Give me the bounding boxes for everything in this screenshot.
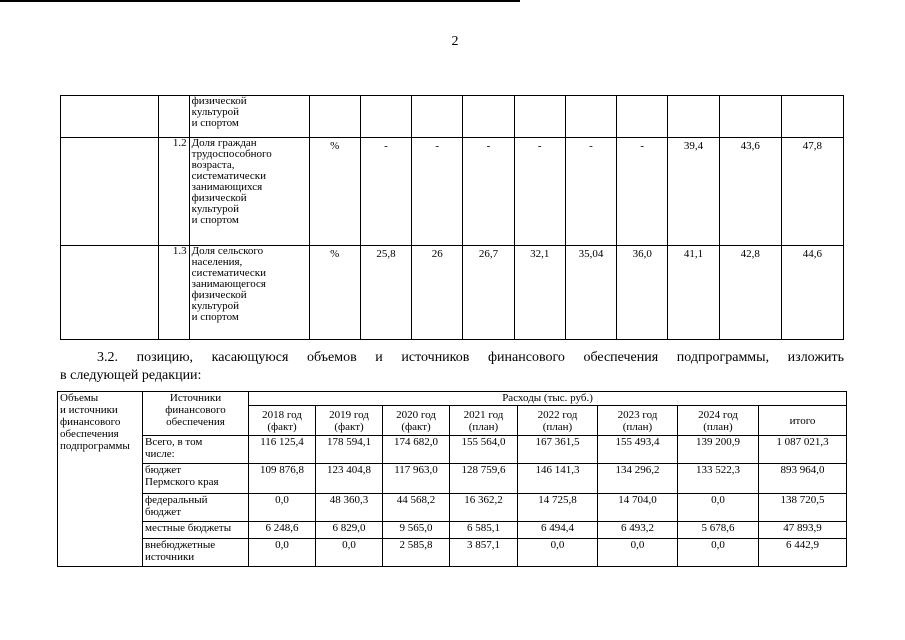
financing-value: 167 361,5 bbox=[518, 436, 598, 464]
indicator-value: 47,8 bbox=[781, 138, 843, 246]
indicator-value: - bbox=[412, 138, 463, 246]
indicator-value: 41,1 bbox=[668, 246, 719, 340]
financing-row bbox=[58, 436, 847, 464]
indicator-value: - bbox=[360, 138, 411, 246]
indicator-value bbox=[412, 96, 463, 138]
financing-value: 0,0 bbox=[518, 539, 598, 567]
paragraph-line-1: 3.2. позицию, касающуюся объемов и источников финансового обеспечения подпрограммы, изложить bbox=[97, 350, 844, 365]
indicator-value: - bbox=[617, 138, 668, 246]
top-border-line bbox=[0, 0, 520, 2]
paragraph-line-2: в следующей редакции: bbox=[60, 368, 202, 383]
indicator-value: - bbox=[463, 138, 514, 246]
indicator-name: Доля сельского населения, систематически занимающегося физической культурой и спортом bbox=[189, 246, 309, 340]
financing-value: 14 725,8 bbox=[518, 494, 598, 522]
financing-value: 6 494,4 bbox=[518, 522, 598, 539]
indicator-value: 39,4 bbox=[668, 138, 719, 246]
financing-value: 6 442,9 bbox=[759, 539, 847, 567]
financing-value: 47 893,9 bbox=[759, 522, 847, 539]
source-name: местные бюджеты bbox=[143, 522, 249, 539]
year-header: итого bbox=[759, 406, 847, 436]
indicator-unit: % bbox=[309, 138, 360, 246]
indicator-value bbox=[617, 96, 668, 138]
financing-value: 123 404,8 bbox=[316, 464, 383, 494]
year-header: 2024 год (план) bbox=[678, 406, 759, 436]
financing-value: 6 585,1 bbox=[450, 522, 518, 539]
indicator-value bbox=[565, 96, 616, 138]
indicator-row bbox=[61, 96, 844, 138]
financing-value: 155 493,4 bbox=[598, 436, 678, 464]
indicator-value: 43,6 bbox=[719, 138, 781, 246]
indicator-value bbox=[668, 96, 719, 138]
financing-value: 0,0 bbox=[316, 539, 383, 567]
financing-value: 0,0 bbox=[678, 494, 759, 522]
sources-header: Источники финансового обеспечения bbox=[143, 392, 249, 436]
indicator-value bbox=[719, 96, 781, 138]
financing-value: 16 362,2 bbox=[450, 494, 518, 522]
header-row bbox=[58, 392, 847, 406]
financing-value: 178 594,1 bbox=[316, 436, 383, 464]
financing-value: 44 568,2 bbox=[383, 494, 450, 522]
indicator-row bbox=[61, 246, 844, 340]
financing-value: 3 857,1 bbox=[450, 539, 518, 567]
source-name: Всего, в том числе: bbox=[143, 436, 249, 464]
indicators-table bbox=[60, 95, 844, 340]
financing-value: 2 585,8 bbox=[383, 539, 450, 567]
indicator-name: Доля граждан трудоспособного возраста, систематически занимающихся физической культурой и спортом bbox=[189, 138, 309, 246]
indicator-value: 25,8 bbox=[360, 246, 411, 340]
year-header: 2020 год (факт) bbox=[383, 406, 450, 436]
indicator-value: 44,6 bbox=[781, 246, 843, 340]
financing-value: 138 720,5 bbox=[759, 494, 847, 522]
indicator-value: 26 bbox=[412, 246, 463, 340]
financing-table bbox=[57, 391, 847, 567]
source-name: федеральный бюджет bbox=[143, 494, 249, 522]
financing-value: 139 200,9 bbox=[678, 436, 759, 464]
year-header: 2018 год (факт) bbox=[249, 406, 316, 436]
financing-value: 48 360,3 bbox=[316, 494, 383, 522]
financing-value: 134 296,2 bbox=[598, 464, 678, 494]
financing-value: 6 493,2 bbox=[598, 522, 678, 539]
financing-value: 893 964,0 bbox=[759, 464, 847, 494]
financing-row bbox=[58, 494, 847, 522]
financing-value: 116 125,4 bbox=[249, 436, 316, 464]
year-header: 2022 год (план) bbox=[518, 406, 598, 436]
indicator-value: - bbox=[565, 138, 616, 246]
financing-value: 133 522,3 bbox=[678, 464, 759, 494]
financing-value: 146 141,3 bbox=[518, 464, 598, 494]
page-number: 2 bbox=[451, 34, 459, 49]
empty-cell bbox=[61, 246, 159, 340]
source-name: бюджет Пермского края bbox=[143, 464, 249, 494]
indicator-number: 1.2 bbox=[159, 138, 190, 246]
indicator-value bbox=[463, 96, 514, 138]
indicator-value bbox=[360, 96, 411, 138]
financing-value: 0,0 bbox=[598, 539, 678, 567]
financing-value: 128 759,6 bbox=[450, 464, 518, 494]
expenses-header: Расходы (тыс. руб.) bbox=[249, 392, 847, 406]
year-header: 2021 год (план) bbox=[450, 406, 518, 436]
indicator-value: 42,8 bbox=[719, 246, 781, 340]
year-header: 2023 год (план) bbox=[598, 406, 678, 436]
financing-row bbox=[58, 522, 847, 539]
indicator-value: 35,04 bbox=[565, 246, 616, 340]
indicator-value: 26,7 bbox=[463, 246, 514, 340]
indicator-name: физической культурой и спортом bbox=[189, 96, 309, 138]
financing-value: 0,0 bbox=[678, 539, 759, 567]
financing-value: 117 963,0 bbox=[383, 464, 450, 494]
indicator-number bbox=[159, 96, 190, 138]
year-header: 2019 год (факт) bbox=[316, 406, 383, 436]
financing-value: 5 678,6 bbox=[678, 522, 759, 539]
indicator-row bbox=[61, 138, 844, 246]
empty-cell bbox=[61, 96, 159, 138]
financing-value: 0,0 bbox=[249, 539, 316, 567]
financing-value: 155 564,0 bbox=[450, 436, 518, 464]
indicator-value bbox=[781, 96, 843, 138]
financing-value: 6 829,0 bbox=[316, 522, 383, 539]
source-name: внебюджетные источники bbox=[143, 539, 249, 567]
indicator-unit bbox=[309, 96, 360, 138]
indicator-value bbox=[514, 96, 565, 138]
financing-row bbox=[58, 539, 847, 567]
indicator-value: 36,0 bbox=[617, 246, 668, 340]
indicator-value: - bbox=[514, 138, 565, 246]
financing-value: 6 248,6 bbox=[249, 522, 316, 539]
indicator-number: 1.3 bbox=[159, 246, 190, 340]
volumes-header: Объемы и источники финансового обеспечения подпрограммы bbox=[58, 392, 143, 567]
financing-value: 14 704,0 bbox=[598, 494, 678, 522]
financing-row bbox=[58, 464, 847, 494]
financing-value: 0,0 bbox=[249, 494, 316, 522]
empty-cell bbox=[61, 138, 159, 246]
financing-value: 174 682,0 bbox=[383, 436, 450, 464]
indicator-unit: % bbox=[309, 246, 360, 340]
financing-value: 9 565,0 bbox=[383, 522, 450, 539]
indicator-value: 32,1 bbox=[514, 246, 565, 340]
financing-value: 109 876,8 bbox=[249, 464, 316, 494]
financing-value: 1 087 021,3 bbox=[759, 436, 847, 464]
